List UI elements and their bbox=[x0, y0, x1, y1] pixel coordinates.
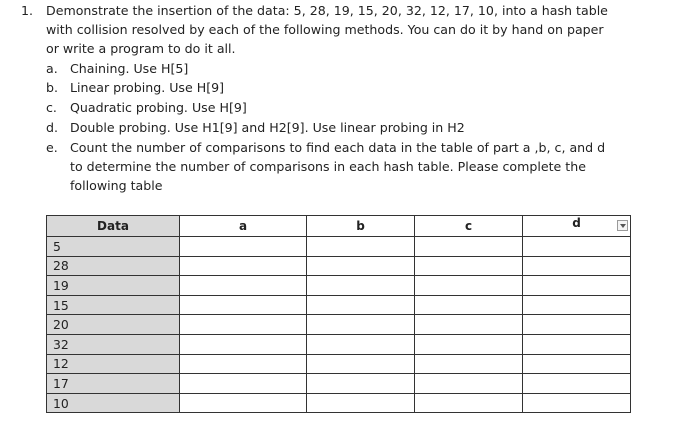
question-number: 1. bbox=[21, 3, 34, 18]
question-line: or write a program to do it all. bbox=[46, 41, 236, 56]
cell-c[interactable] bbox=[415, 334, 523, 354]
cell-b[interactable] bbox=[307, 276, 415, 296]
cell-c[interactable] bbox=[415, 315, 523, 335]
dropdown-arrow-icon[interactable] bbox=[617, 220, 628, 231]
question-line: with collision resolved by each of the following methods. You can do it by hand on paper bbox=[46, 22, 604, 37]
part-c-text: Quadratic probing. Use H[9] bbox=[70, 100, 247, 115]
cell-d[interactable] bbox=[523, 237, 631, 257]
cell-b[interactable] bbox=[307, 315, 415, 335]
cell-a[interactable] bbox=[180, 374, 307, 394]
part-b-text: Linear probing. Use H[9] bbox=[70, 80, 225, 95]
cell-c[interactable] bbox=[415, 237, 523, 257]
comparison-table bbox=[46, 215, 631, 413]
cell-b[interactable] bbox=[307, 374, 415, 394]
data-cell: 5 bbox=[47, 237, 180, 257]
cell-a[interactable] bbox=[180, 276, 307, 296]
part-marker-c: c. bbox=[46, 100, 57, 115]
cell-d[interactable] bbox=[523, 315, 631, 335]
header-a: a bbox=[180, 216, 307, 237]
table-row bbox=[47, 334, 631, 354]
table-row bbox=[47, 374, 631, 394]
table-row bbox=[47, 237, 631, 257]
header-d-label: d bbox=[572, 216, 581, 230]
data-cell: 28 bbox=[47, 256, 180, 276]
table-row bbox=[47, 276, 631, 296]
data-cell: 12 bbox=[47, 354, 180, 374]
cell-d[interactable] bbox=[523, 374, 631, 394]
cell-c[interactable] bbox=[415, 354, 523, 374]
cell-b[interactable] bbox=[307, 295, 415, 315]
cell-a[interactable] bbox=[180, 315, 307, 335]
header-b: b bbox=[307, 216, 415, 237]
header-c: c bbox=[415, 216, 523, 237]
cell-b[interactable] bbox=[307, 334, 415, 354]
part-marker-a: a. bbox=[46, 61, 58, 76]
cell-b[interactable] bbox=[307, 237, 415, 257]
cell-d[interactable] bbox=[523, 334, 631, 354]
cell-d[interactable] bbox=[523, 393, 631, 413]
data-cell: 15 bbox=[47, 295, 180, 315]
cell-a[interactable] bbox=[180, 295, 307, 315]
cell-a[interactable] bbox=[180, 237, 307, 257]
cell-d[interactable] bbox=[523, 295, 631, 315]
cell-a[interactable] bbox=[180, 354, 307, 374]
cell-a[interactable] bbox=[180, 393, 307, 413]
cell-b[interactable] bbox=[307, 393, 415, 413]
cell-b[interactable] bbox=[307, 354, 415, 374]
data-cell: 20 bbox=[47, 315, 180, 335]
cell-d[interactable] bbox=[523, 354, 631, 374]
part-marker-b: b. bbox=[46, 80, 58, 95]
part-e-text: Count the number of comparisons to find each data in the table of part a ,b, c, and d bbox=[70, 140, 606, 155]
part-d-text: Double probing. Use H1[9] and H2[9]. Use linear probing in H2 bbox=[70, 120, 465, 135]
header-data: Data bbox=[47, 216, 180, 237]
data-cell: 19 bbox=[47, 276, 180, 296]
question-line: Demonstrate the insertion of the data: 5, 28, 19, 15, 20, 32, 12, 17, 10, into a hash table bbox=[46, 3, 608, 18]
cell-c[interactable] bbox=[415, 374, 523, 394]
data-cell: 17 bbox=[47, 374, 180, 394]
table-row bbox=[47, 256, 631, 276]
table-row bbox=[47, 354, 631, 374]
cell-a[interactable] bbox=[180, 256, 307, 276]
part-e-text: following table bbox=[70, 178, 163, 193]
part-a-text: Chaining. Use H[5] bbox=[70, 61, 189, 76]
table-row bbox=[47, 393, 631, 413]
header-d[interactable] bbox=[523, 216, 631, 237]
part-marker-e: e. bbox=[46, 140, 58, 155]
cell-a[interactable] bbox=[180, 334, 307, 354]
part-marker-d: d. bbox=[46, 120, 58, 135]
cell-c[interactable] bbox=[415, 393, 523, 413]
header-row bbox=[47, 216, 631, 237]
table-row bbox=[47, 295, 631, 315]
table-row bbox=[47, 315, 631, 335]
cell-c[interactable] bbox=[415, 295, 523, 315]
cell-d[interactable] bbox=[523, 256, 631, 276]
cell-b[interactable] bbox=[307, 256, 415, 276]
cell-d[interactable] bbox=[523, 276, 631, 296]
part-e-text: to determine the number of comparisons in each hash table. Please complete the bbox=[70, 159, 586, 174]
cell-c[interactable] bbox=[415, 276, 523, 296]
data-cell: 32 bbox=[47, 334, 180, 354]
cell-c[interactable] bbox=[415, 256, 523, 276]
data-cell: 10 bbox=[47, 393, 180, 413]
